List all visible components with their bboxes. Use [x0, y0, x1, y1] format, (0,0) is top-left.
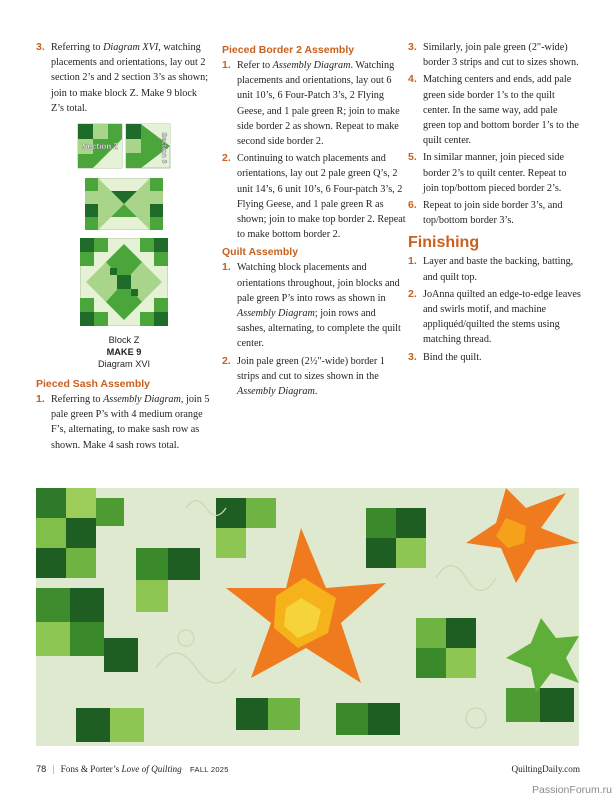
sash-step-1: 1. Referring to Assembly Diagram, join 5 pale green P’s with 4 medium orange F’s, alternating, to make sash row as shown. Make 4 sash rows total. — [36, 393, 210, 451]
step-number: 1. — [36, 393, 45, 406]
finishing-step-2: 2. JoAnna quilted an edge-to-edge leaves and swirls motif, and machine appliquéd/quilted the stems using matching thread. — [408, 287, 581, 346]
diagram-xvi — [36, 122, 212, 370]
sash-steps — [36, 392, 212, 453]
publication-name: Fons & Porter’s Love of Quilting — [60, 764, 182, 774]
section-2-unit — [78, 124, 122, 168]
step-number: 6. — [408, 199, 417, 212]
step-number: 2. — [222, 354, 231, 367]
issue-label: FALL 2025 — [190, 765, 229, 774]
footer-separator: | — [52, 764, 55, 774]
border-step-3: 3. Similarly, join pale green (2"-wide) border 3 strips and cut to sizes shown. — [408, 41, 579, 69]
section-3-label: Section 3 — [160, 132, 167, 164]
step-number: 1. — [222, 261, 231, 274]
border-steps-continued — [408, 40, 582, 228]
quilt-photo-graphic — [36, 488, 579, 746]
column-1 — [36, 40, 212, 455]
step-number: 5. — [408, 151, 417, 164]
row-illustration — [85, 178, 163, 230]
border2-step-1: 1. Refer to Assembly Diagram. Watching placements and orientations, lay out 6 unit 10’s, 6 Four-Patch 3’s, 2 Flying Geese, and 1 pale green R; join to make side border 2 as shown. Repeat to make second side border 2. — [222, 59, 400, 148]
website-link[interactable]: QuiltingDaily.com — [511, 764, 580, 774]
column-3 — [408, 40, 582, 367]
step-number: 2. — [408, 287, 417, 300]
watermark: PassionForum.ru — [532, 784, 612, 796]
border2-steps — [222, 58, 406, 242]
section-2-label: Section 2 — [82, 142, 118, 152]
page-footer — [36, 764, 580, 778]
quilt-step-1: 1. Watching block placements and orientations throughout, join blocks and pale green P’s into rows as shown in Assembly Diagram; join rows and sashes, alternating, to complete the quilt center. — [222, 261, 401, 350]
step-number: 1. — [222, 59, 231, 71]
column-2 — [222, 40, 406, 401]
border-step-5: 5. In similar manner, join pieced side border 2’s to quilt center. Repeat to join top/bottom pieced border 2’s. — [408, 151, 567, 194]
diagram-caption-title: Diagram XVI — [97, 359, 151, 370]
page-number: 78 — [36, 764, 47, 774]
quilt-assembly-steps — [222, 260, 406, 399]
section-3-unit — [126, 124, 170, 168]
block-z-steps — [36, 40, 212, 116]
sections-illustration — [74, 122, 174, 170]
diagram-caption-make: MAKE 9 — [106, 347, 142, 358]
step-number: 1. — [408, 255, 417, 268]
step-number: 3. — [36, 41, 45, 53]
quilt-step-2: 2. Join pale green (2½"-wide) border 1 strips and cut to sizes shown in the Assembly Diagram. — [222, 354, 385, 398]
finishing-heading: Finishing — [408, 234, 480, 252]
border2-step-2: 2. Continuing to watch placements and orientations, lay out 2 pale green Q’s, 2 unit 14’s, 6 unit 10’s, 6 Four-patch 3’s, 2 Flying Geese, and 1 pale green R as shown; join to make top border 2. Repeat to make bottom border 2. — [222, 152, 406, 241]
diagram-caption-block: Block Z — [108, 335, 140, 346]
finishing-steps — [408, 254, 582, 364]
step-number: 3. — [408, 41, 417, 53]
step-3: 3. Referring to Diagram XVI, watching placements and orientations, lay out 2 section 2’s and 2 section 3’s as shown; join to make block Z. Make 9 block Z’s total. — [36, 41, 209, 114]
section-diagram-mid — [36, 178, 212, 230]
border-step-6: 6. Repeat to join side border 3’s, and top/bottom border 3’s. — [408, 199, 563, 227]
step-number: 3. — [408, 350, 417, 363]
sash-heading: Pieced Sash Assembly — [36, 378, 151, 391]
block-z-graphic — [80, 238, 168, 326]
step-number: 2. — [222, 152, 231, 165]
quilt-photo — [36, 488, 579, 746]
finishing-step-3: 3. Bind the quilt. — [408, 350, 582, 365]
section-diagram-top — [36, 122, 212, 170]
finishing-step-1: 1. Layer and baste the backing, batting, and quilt top. — [408, 255, 574, 283]
block-z-illustration — [36, 238, 212, 326]
border-step-4: 4. Matching centers and ends, add pale green side border 1’s to the quilt center. In the same way, add pale green top and bottom border 1’s to the quilt center. — [408, 73, 579, 147]
quilt-assembly-heading: Quilt Assembly — [222, 246, 299, 259]
border2-heading: Pieced Border 2 Assembly — [222, 44, 355, 56]
step-number: 4. — [408, 73, 417, 86]
